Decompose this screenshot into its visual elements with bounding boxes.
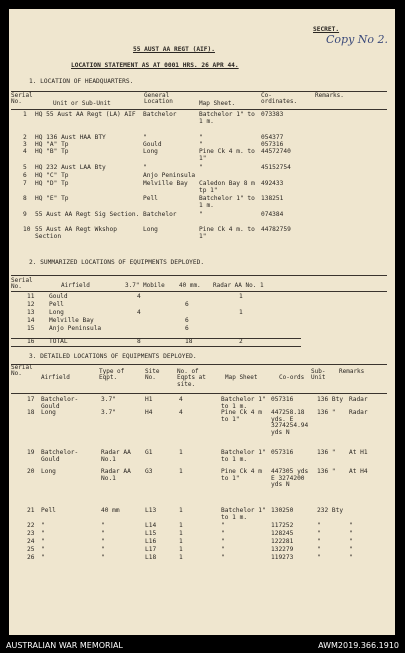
section1-coords: 057316 — [261, 141, 284, 148]
section1-unit: 55 Aust AA Regt Wkshop Section — [35, 226, 117, 240]
section3-remarks: " — [349, 522, 353, 529]
section1-location: Melville Bay — [143, 180, 188, 187]
section2-col-serial: Serial No. — [11, 277, 33, 291]
section3-site: G1 — [145, 449, 153, 456]
section3-coords: 132279 — [271, 546, 294, 553]
section1-unit: 55 Aust AA Regt Sig Section. — [35, 211, 140, 218]
section3-site: L13 — [145, 507, 157, 514]
section2-serial: 14 — [27, 317, 35, 324]
section3-remarks: " — [349, 554, 353, 561]
section2-radar-count: 1 — [239, 293, 243, 300]
section1-coords: 074384 — [261, 211, 284, 218]
section3-site: H1 — [145, 396, 153, 403]
section1-unit: HQ "D" Tp — [35, 180, 69, 187]
section3-subunit: " — [317, 530, 321, 537]
section1-col-serial: Serial No. — [11, 92, 33, 106]
section3-subunit: 136 " — [317, 409, 336, 416]
section2-airfield: TOTAL — [49, 338, 68, 345]
section3-eqpts: 1 — [179, 449, 183, 456]
document-page — [9, 9, 395, 635]
section3-subunit: 136 " — [317, 468, 336, 475]
section1-location: Long — [143, 226, 158, 233]
section3-col-eqpts: No. of Eqpts at site. — [177, 368, 206, 388]
section3-site: L18 — [145, 554, 157, 561]
section2-radar-count: 1 — [239, 309, 243, 316]
section3-remarks: " — [349, 538, 353, 545]
section1-map: " — [199, 134, 203, 141]
section3-serial: 22 — [27, 522, 35, 529]
section1-map: Batchelor 1" to 1 m. — [199, 111, 255, 125]
section1-location: " — [143, 164, 147, 171]
section3-site: L16 — [145, 538, 157, 545]
section3-map: " — [221, 546, 225, 553]
section3-map: " — [221, 522, 225, 529]
section3-map: Batchelor 1" to 1 m. — [221, 396, 266, 410]
section3-serial: 17 — [27, 396, 35, 403]
section2-airfield: Pell — [49, 301, 64, 308]
section1-serial: 10 — [23, 226, 31, 233]
section1-unit: HQ "E" Tp — [35, 195, 69, 202]
section3-eqpts: 4 — [179, 409, 183, 416]
section1-serial: 7 — [23, 180, 27, 187]
section2-header-rule — [11, 291, 387, 292]
section1-map: " — [199, 141, 203, 148]
section1-serial: 3 — [23, 141, 27, 148]
section3-coords: 122281 — [271, 538, 294, 545]
section1-coords: 054377 — [261, 134, 284, 141]
document-subtitle: LOCATION STATEMENT AS AT 0001 HRS. 26 APR 44. — [71, 62, 239, 69]
handwritten-copy-note: Copy No 2. — [326, 33, 389, 46]
section2-40mm-count: 6 — [185, 301, 189, 308]
section3-site: G3 — [145, 468, 153, 475]
section3-airfield: Long — [41, 409, 56, 416]
section3-col-subunit: Sub-Unit — [311, 368, 326, 382]
section3-map: " — [221, 554, 225, 561]
section1-serial: 9 — [23, 211, 27, 218]
section1-map: " — [199, 164, 203, 171]
section1-serial: 1 — [23, 111, 27, 118]
section3-serial: 20 — [27, 468, 35, 475]
section3-type: Radar AA No.1 — [101, 449, 131, 463]
section3-col-map: Map Sheet — [225, 374, 258, 381]
section1-col-coords: Co-ordinates. — [261, 92, 298, 106]
section3-serial: 26 — [27, 554, 35, 561]
section3-airfield: " — [41, 530, 45, 537]
section1-serial: 8 — [23, 195, 27, 202]
section3-remarks: At H4 — [349, 468, 368, 475]
section1-unit: HQ "B" Tp — [35, 148, 69, 155]
section3-type: " — [101, 538, 105, 545]
section3-subunit: 136 Bty — [317, 396, 344, 403]
section1-coords: 138251 — [261, 195, 284, 202]
section2-mobile-count: 4 — [137, 293, 141, 300]
section3-subunit: " — [317, 546, 321, 553]
section3-remarks: " — [349, 530, 353, 537]
section3-subunit: " — [317, 554, 321, 561]
section1-col-unit: Unit or Sub-Unit — [53, 100, 111, 107]
section3-top-rule — [11, 364, 387, 365]
section3-subunit: 232 Bty — [317, 507, 344, 514]
section3-col-airfield: Airfield — [41, 374, 70, 381]
section3-airfield: " — [41, 538, 45, 545]
section3-serial: 23 — [27, 530, 35, 537]
section2-airfield: Long — [49, 309, 64, 316]
section2-serial: 11 — [27, 293, 35, 300]
section1-unit: HQ 55 Aust AA Regt (LA) AIF — [35, 111, 136, 118]
section2-40mm-count: 6 — [185, 317, 189, 324]
section1-col-remarks: Remarks. — [315, 92, 344, 99]
section3-type: 40 mm — [101, 507, 120, 514]
section3-eqpts: 1 — [179, 468, 183, 475]
section3-serial: 18 — [27, 409, 35, 416]
section2-airfield: Gould — [49, 293, 68, 300]
section3-serial: 25 — [27, 546, 35, 553]
section1-location: Long — [143, 148, 158, 155]
section3-map: Batchelor 1" to 1 m. — [221, 507, 266, 521]
section2-serial: 15 — [27, 325, 35, 332]
section1-unit: HQ "C" Tp — [35, 172, 69, 179]
section3-col-type: Type of Eqpt. — [99, 368, 125, 382]
section3-col-site: Site No. — [145, 368, 160, 382]
section3-site: H4 — [145, 409, 153, 416]
section3-airfield: Batchelor-Gould — [41, 449, 79, 463]
section3-coords: 128245 — [271, 530, 294, 537]
section2-total-rule-bottom — [11, 346, 301, 347]
section2-radar-count: 2 — [239, 338, 243, 345]
section3-type: " — [101, 530, 105, 537]
section3-coords: 130250 — [271, 507, 294, 514]
section3-subunit: " — [317, 538, 321, 545]
section3-type: " — [101, 546, 105, 553]
section3-map: Batchelor 1" to 1 m. — [221, 449, 266, 463]
section2-title: 2. SUMMARIZED LOCATIONS OF EQUIPMENTS DEPLOYED. — [29, 259, 205, 266]
footer-accession-number: AWM2019.366.1910 — [318, 641, 399, 650]
section3-type: Radar AA No.1 — [101, 468, 131, 482]
section3-serial: 19 — [27, 449, 35, 456]
section3-airfield: " — [41, 522, 45, 529]
section1-unit: HQ 136 Aust HAA BTY — [35, 134, 106, 141]
section3-type: 3.7" — [101, 396, 116, 403]
section1-serial: 2 — [23, 134, 27, 141]
section1-location: Gould — [143, 141, 162, 148]
section3-type: 3.7" — [101, 409, 116, 416]
section1-serial: 5 — [23, 164, 27, 171]
section3-map: Pine Ck 4 m to 1" — [221, 468, 262, 482]
section3-eqpts: 1 — [179, 554, 183, 561]
section3-remarks: Radar — [349, 409, 368, 416]
section3-eqpts: 1 — [179, 538, 183, 545]
section1-coords: 073383 — [261, 111, 284, 118]
section3-site: L14 — [145, 522, 157, 529]
section3-eqpts: 1 — [179, 546, 183, 553]
section3-airfield: Long — [41, 468, 56, 475]
section2-40mm-count: 18 — [185, 338, 193, 345]
section3-map: " — [221, 530, 225, 537]
section3-eqpts: 4 — [179, 396, 183, 403]
section3-coords: 119273 — [271, 554, 294, 561]
section3-coords: 447258.18 yds. E 3274254.94 yds N — [271, 409, 309, 436]
section3-coords: 447305 yds E 3274200 yds N — [271, 468, 309, 489]
section1-col-map: Map Sheet. — [199, 100, 236, 107]
section1-unit: HQ "A" Tp — [35, 141, 69, 148]
section3-remarks: " — [349, 546, 353, 553]
section3-col-coords: Co-ords — [279, 374, 305, 381]
section3-coords: 057316 — [271, 396, 294, 403]
section2-airfield: Melville Bay — [49, 317, 94, 324]
section2-col-radar: Radar AA No. 1 — [213, 282, 264, 289]
section1-location: Batchelor — [143, 211, 177, 218]
section3-remarks: At H1 — [349, 449, 368, 456]
section1-unit: HQ 232 Aust LAA Bty — [35, 164, 106, 171]
section1-map: Caledon Bay 8 m tp 1" — [199, 180, 255, 194]
section1-location: Anjo Peninsula — [143, 172, 196, 179]
section3-serial: 24 — [27, 538, 35, 545]
section3-airfield: Batchelor-Gould — [41, 396, 79, 410]
section1-coords: 492433 — [261, 180, 284, 187]
section1-map: Pine Ck 4 m. to 1" — [199, 226, 255, 240]
section2-serial: 12 — [27, 301, 35, 308]
section1-location: Batchelor — [143, 111, 177, 118]
section1-coords: 44782759 — [261, 226, 291, 233]
section3-eqpts: 1 — [179, 522, 183, 529]
section1-coords: 44572740 — [261, 148, 291, 155]
section3-airfield: Pell — [41, 507, 56, 514]
section1-location: Pell — [143, 195, 158, 202]
section1-coords: 45152754 — [261, 164, 291, 171]
section2-col-40mm: 40 mm. — [179, 282, 201, 289]
document-title: 55 AUST AA REGT (AIF). — [133, 46, 215, 53]
section1-location: " — [143, 134, 147, 141]
section3-coords: 057316 — [271, 449, 294, 456]
section2-serial: 16 — [27, 338, 35, 345]
section1-map: Pine Ck 4 m. to 1" — [199, 148, 255, 162]
section3-type: " — [101, 522, 105, 529]
section3-remarks: Radar — [349, 396, 368, 403]
section2-top-rule — [11, 275, 387, 276]
section1-header-rule — [11, 109, 387, 110]
section1-col-location: General Location — [144, 92, 173, 106]
section1-title: 1. LOCATION OF HEADQUARTERS. — [29, 78, 134, 85]
footer-institution: AUSTRALIAN WAR MEMORIAL — [6, 641, 123, 650]
section3-airfield: " — [41, 546, 45, 553]
section3-subunit: 136 " — [317, 449, 336, 456]
section1-map: Batchelor 1" to 1 m. — [199, 195, 255, 209]
section3-map: " — [221, 538, 225, 545]
section1-serial: 6 — [23, 172, 27, 179]
section2-40mm-count: 6 — [185, 325, 189, 332]
classification-stamp: SECRET. — [313, 26, 340, 33]
section3-header-rule — [11, 393, 387, 394]
section3-site: L15 — [145, 530, 157, 537]
section3-type: " — [101, 554, 105, 561]
section3-col-remarks: Remarks — [339, 368, 365, 375]
section3-airfield: " — [41, 554, 45, 561]
section3-eqpts: 1 — [179, 507, 183, 514]
section3-col-serial: Serial No. — [11, 364, 33, 378]
section3-map: Pine Ck 4 m to 1" — [221, 409, 262, 423]
section3-eqpts: 1 — [179, 530, 183, 537]
section1-serial: 4 — [23, 148, 27, 155]
section2-col-mobile: 3.7" Mobile — [125, 282, 165, 289]
section2-mobile-count: 4 — [137, 309, 141, 316]
section3-title: 3. DETAILED LOCATIONS OF EQUIPMENTS DEPLOYED. — [29, 353, 197, 360]
section2-col-airfield: Airfield — [61, 282, 90, 289]
section2-serial: 13 — [27, 309, 35, 316]
section3-coords: 117252 — [271, 522, 294, 529]
section2-mobile-count: 8 — [137, 338, 141, 345]
section3-serial: 21 — [27, 507, 35, 514]
section3-site: L17 — [145, 546, 157, 553]
section2-airfield: Anjo Peninsula — [49, 325, 102, 332]
section1-map: " — [199, 211, 203, 218]
section3-subunit: " — [317, 522, 321, 529]
